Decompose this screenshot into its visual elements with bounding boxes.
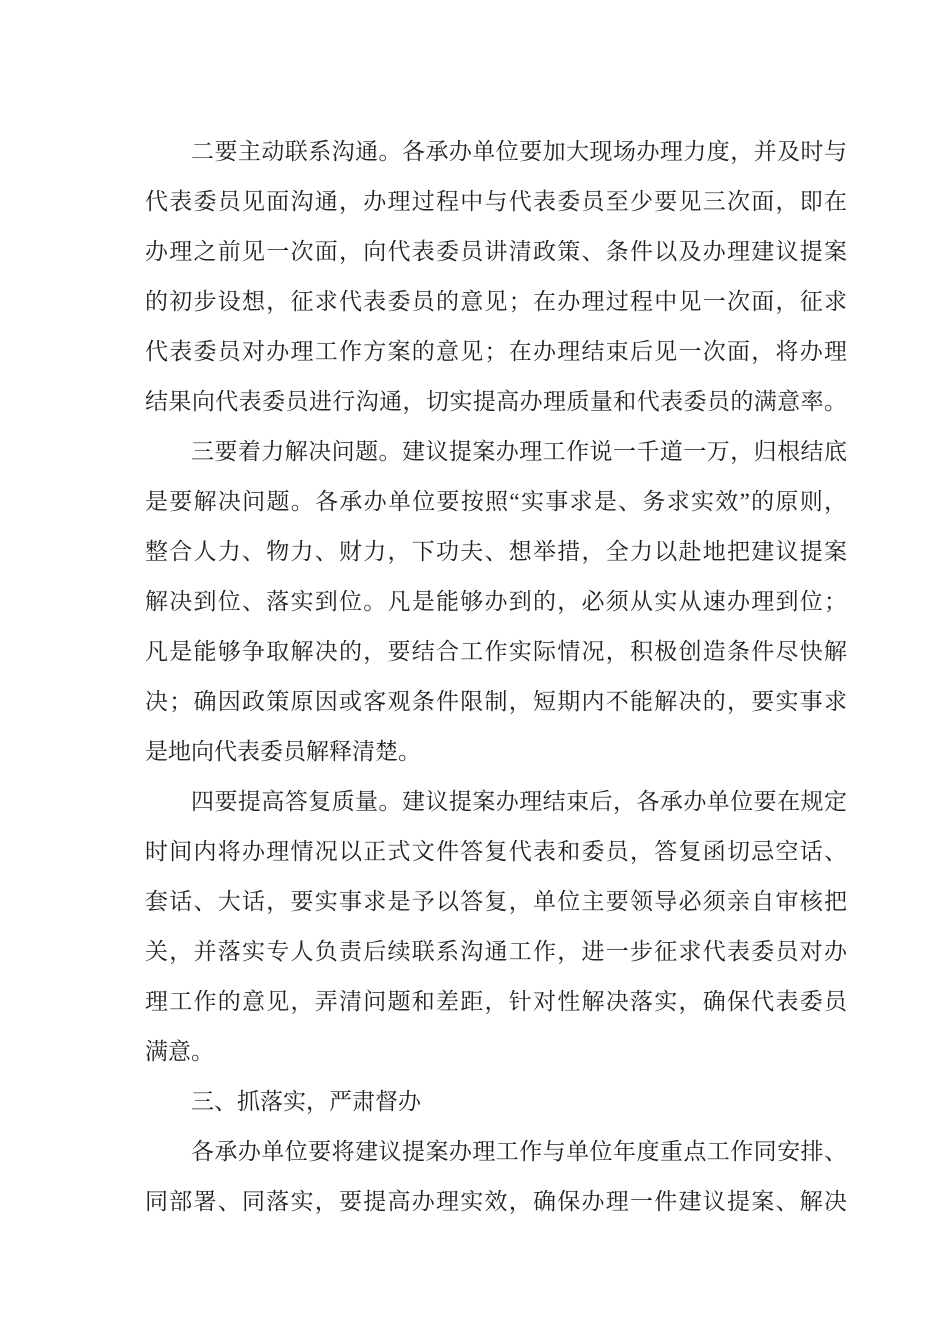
- paragraph-reply-quality: [145, 777, 847, 1077]
- doc-line: 代表委员对办理工作方案的意见；在办理结束后见一次面，将办理: [145, 339, 847, 364]
- doc-line: 凡是能够争取解决的，要结合工作实际情况，积极创造条件尽快解: [145, 639, 847, 664]
- doc-line: 三要着力解决问题。建议提案办理工作说一千道一万，归根结底: [191, 439, 847, 464]
- doc-line: 理工作的意见，弄清问题和差距，针对性解决落实，确保代表委员: [145, 989, 847, 1014]
- paragraph-implementation: [145, 1127, 847, 1227]
- doc-line: 满意。: [145, 1039, 214, 1064]
- doc-line: 结果向代表委员进行沟通，切实提高办理质量和代表委员的满意率。: [145, 389, 847, 414]
- document-body: [145, 127, 847, 1227]
- doc-line: 四要提高答复质量。建议提案办理结束后，各承办单位要在规定: [191, 789, 847, 814]
- doc-line: 同部署、同落实，要提高办理实效，确保办理一件建议提案、解决: [145, 1189, 847, 1214]
- doc-line: 代表委员见面沟通，办理过程中与代表委员至少要见三次面，即在: [145, 189, 847, 214]
- section-heading: 三、抓落实，严肃督办: [191, 1089, 421, 1114]
- doc-line: 各承办单位要将建议提案办理工作与单位年度重点工作同安排、: [191, 1139, 847, 1164]
- doc-line: 关，并落实专人负责后续联系沟通工作，进一步征求代表委员对办: [145, 939, 847, 964]
- doc-line: 整合人力、物力、财力，下功夫、想举措，全力以赴地把建议提案: [145, 539, 847, 564]
- doc-line: 是要解决问题。各承办单位要按照“实事求是、务求实效”的原则，: [145, 489, 847, 514]
- doc-line: 二要主动联系沟通。各承办单位要加大现场办理力度，并及时与: [191, 139, 847, 164]
- doc-line: 解决到位、落实到位。凡是能够办到的，必须从实从速办理到位；: [145, 589, 847, 614]
- doc-line: 套话、大话，要实事求是予以答复，单位主要领导必须亲自审核把: [145, 889, 847, 914]
- paragraph-communication: [145, 127, 847, 427]
- doc-line: 办理之前见一次面，向代表委员讲清政策、条件以及办理建议提案: [145, 239, 847, 264]
- paragraph-problem-solving: [145, 427, 847, 777]
- doc-line: 是地向代表委员解释清楚。: [145, 739, 421, 764]
- paragraph-section-heading: [145, 1077, 847, 1127]
- doc-line: 的初步设想，征求代表委员的意见；在办理过程中见一次面，征求: [145, 289, 847, 314]
- doc-line: 时间内将办理情况以正式文件答复代表和委员，答复函切忌空话、: [145, 839, 847, 864]
- doc-line: 决；确因政策原因或客观条件限制，短期内不能解决的，要实事求: [145, 689, 847, 714]
